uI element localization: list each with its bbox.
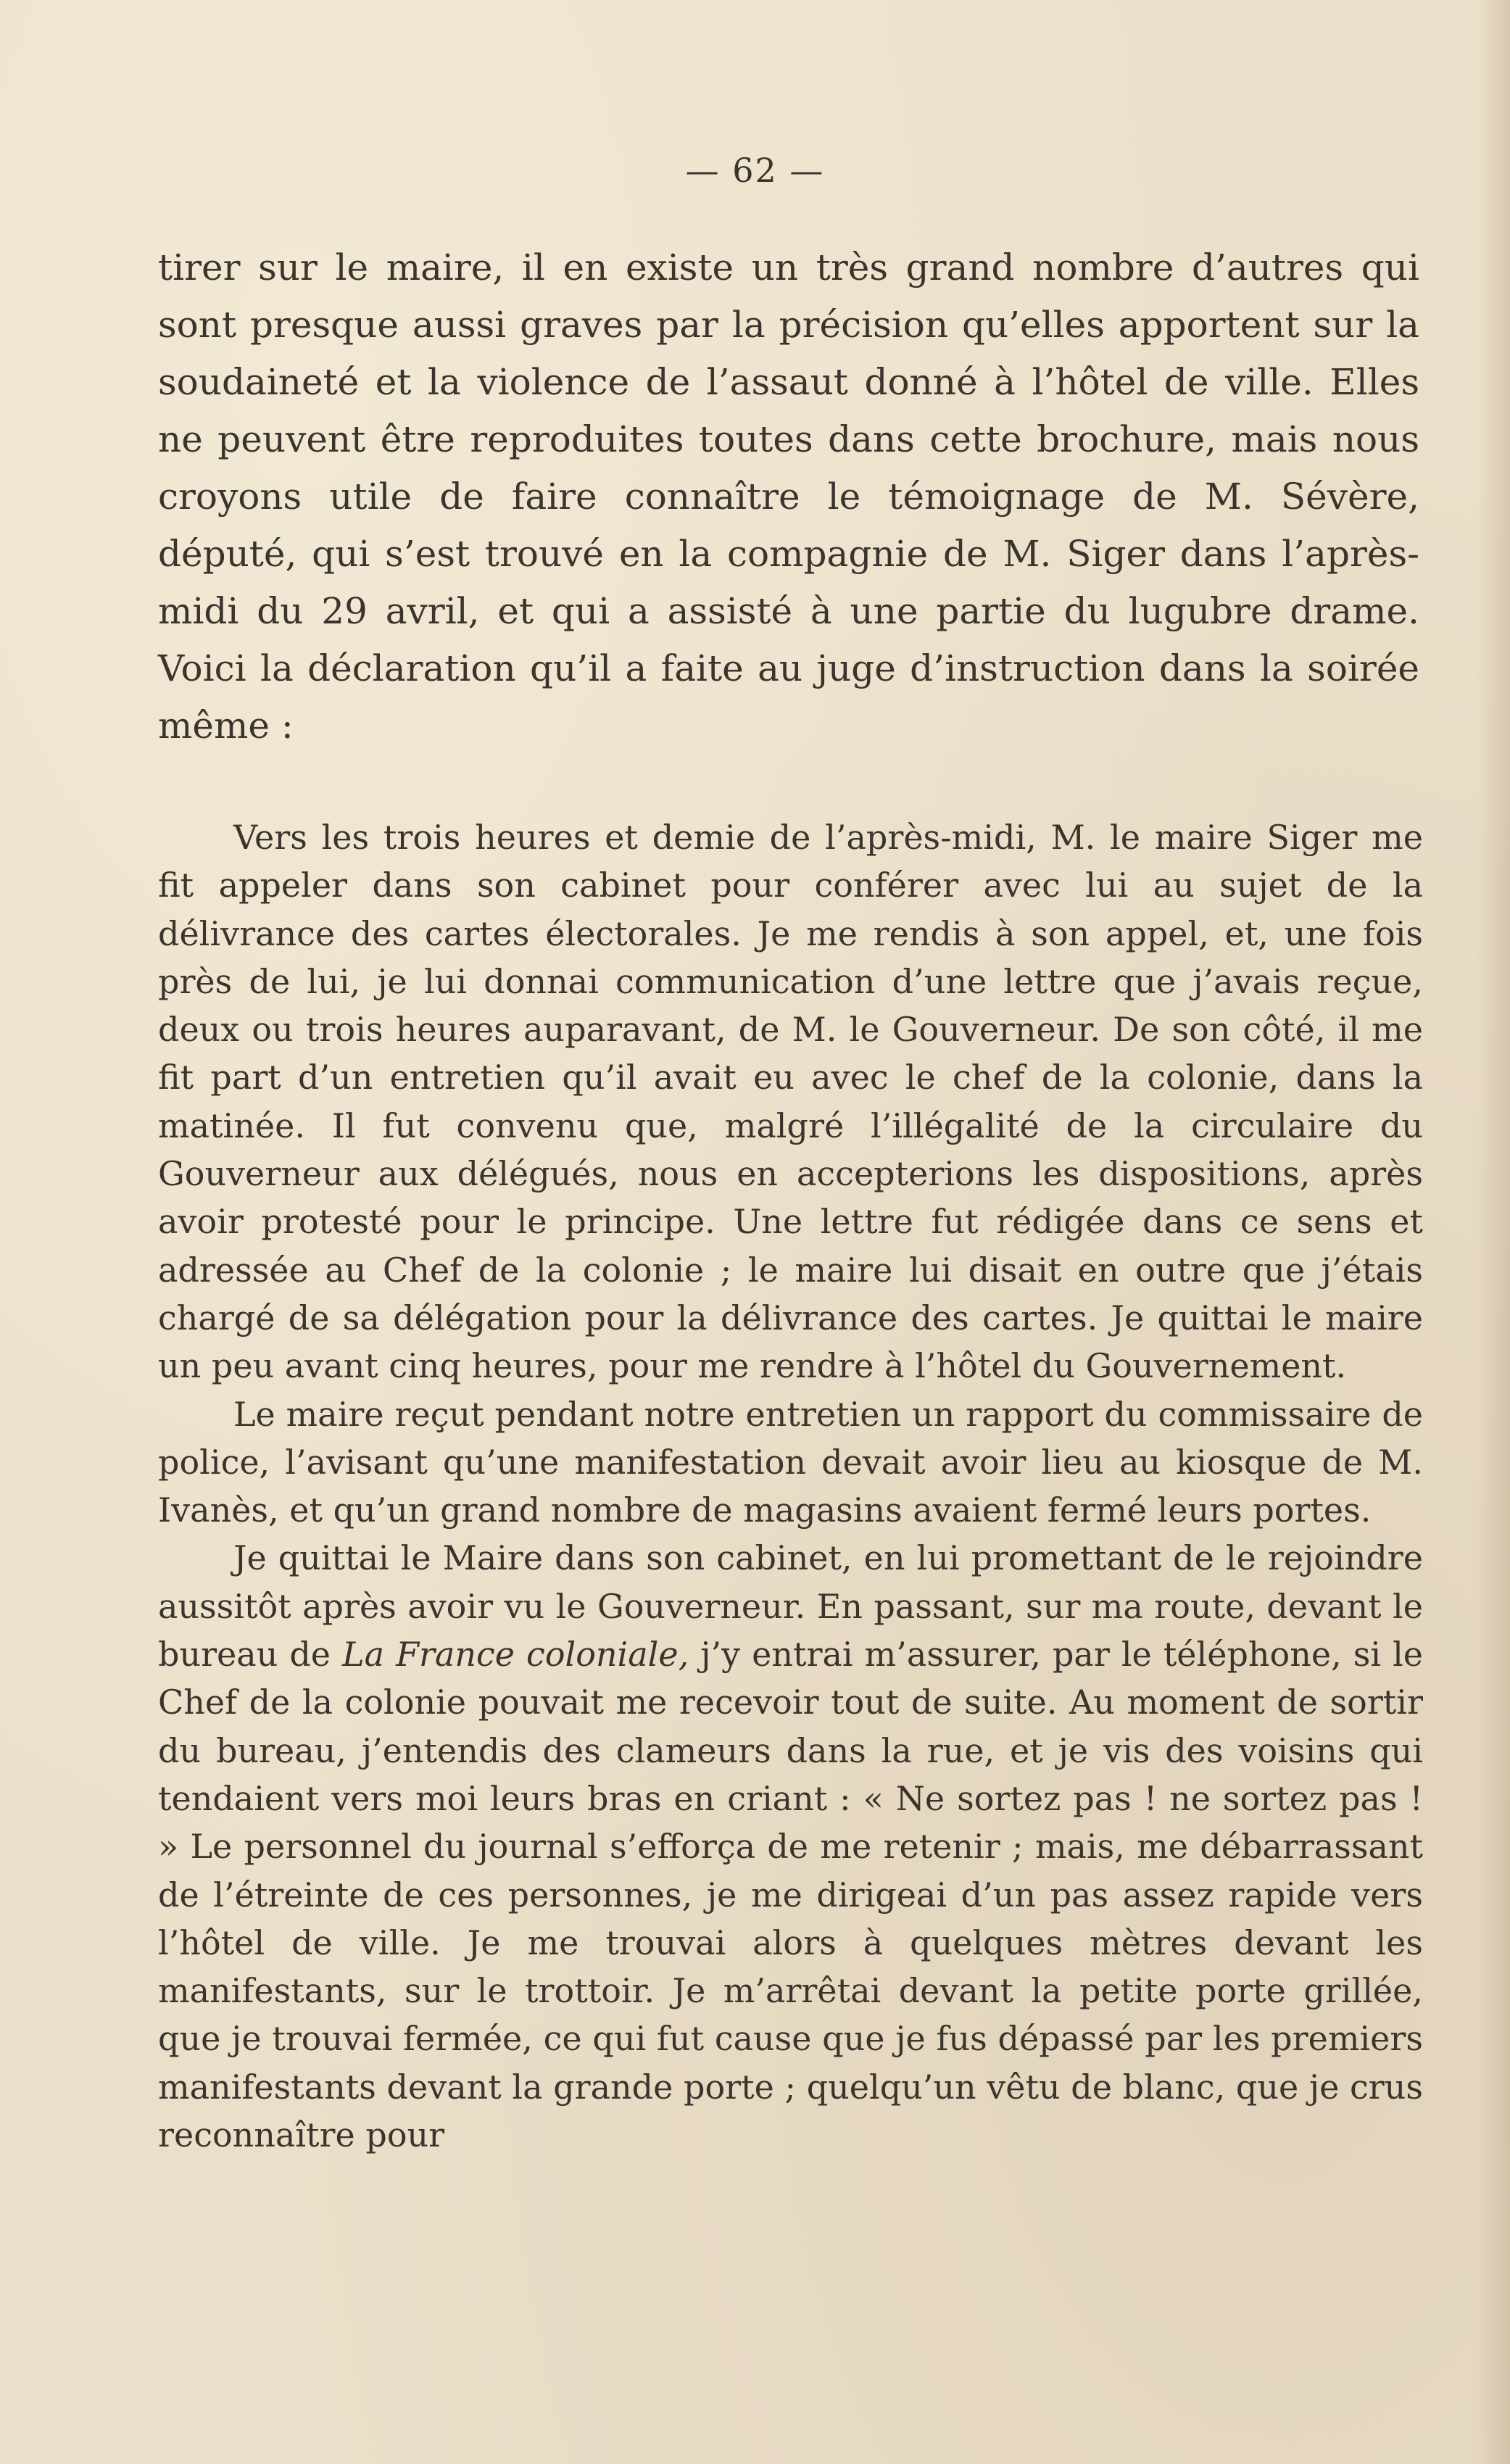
testimony-paragraph-1: Vers les trois heures et demie de l’après-midi, M. le maire Siger me fit appeler dans son cabinet pour conférer avec lui au sujet de la délivrance des cartes électorales. Je me rendis à son appel, et, une fois près de lui, je lui donnai communication d’une lettre que j’avais reçue, deux ou trois heures auparavant, de M. le Gouverneur. De son côté, il me fit part d’un entretien qu’il avait eu avec le chef de la colonie, dans la matinée. Il fut convenu que, malgré l’illégalité de la circulaire du Gouverneur aux délégués, nous en accepterions les dispositions, après avoir protesté pour le principe. Une lettre fut rédigée dans ce sens et adressée au Chef de la colonie ; le maire lui disait en outre que j’étais chargé de sa délégation pour la délivrance des cartes. Je quittai le maire un peu avant cinq heures, pour me rendre à l’hôtel du Gouvernement. [158,818,1423,1386]
newspaper-title: La France coloniale, [342,1635,689,1675]
testimony-paragraph-3-start: Je quittai le Maire dans son cabinet, en lui promettant de le rejoindre aussitôt après avoir vu le Gouverneur. En passant, sur ma route, devant le bureau de [158,1538,1423,1675]
page-edge-shadow [1477,0,1510,2464]
testimony-paragraph-3 [158,1534,1423,2159]
testimony-paragraph-2: Le maire reçut pendant notre entretien un rapport du commissaire de police, l’avisant qu’une manifestation devait avoir lieu au kiosque de M. Ivanès, et qu’un grand nombre de magasins avaient fermé leurs portes. [158,1394,1423,1530]
testimony-block [158,813,1423,2159]
page-number: — 62 — [685,151,825,190]
intro-paragraph: tirer sur le maire, il en existe un très grand nombre d’autres qui sont presque aussi graves par la précision qu’elles apportent sur la soudaineté et la violence de l’assaut donné à l’hôtel de ville. Elles ne peuvent être reproduites toutes dans cette brochure, mais nous croyons utile de faire connaître le témoignage de M. Sévère, député, qui s’est trouvé en la compagnie de M. Siger dans l’après-midi du 29 avril, et qui a assisté à une partie du lugubre drame. Voici la déclaration qu’il a faite au juge d’instruction dans la soirée même : [158,246,1419,747]
testimony-paragraph-3-end: j’y entrai m’assurer, par le téléphone, si le Chef de la colonie pouvait me recevoir tout de suite. Au moment de sortir du bureau, j’entendis des clameurs dans la rue, et je vis des voisins qui tendaient vers moi leurs bras en criant : « Ne sortez pas ! ne sortez pas ! » Le personnel du journal s’efforça de me retenir ; mais, me débarrassant de l’étreinte de ces personnes, je me dirigeai d’un pas assez rapide vers l’hôtel de ville. Je me trouvai alors à quelques mètres devant les manifestants, sur le trottoir. Je m’arrêtai devant la petite porte grillée, que je trouvai fermée, ce qui fut cause que je fus dépassé par les premiers manifestants devant la grande porte ; quelqu’un vêtu de blanc, que je crus reconnaître pour [158,1635,1424,2155]
